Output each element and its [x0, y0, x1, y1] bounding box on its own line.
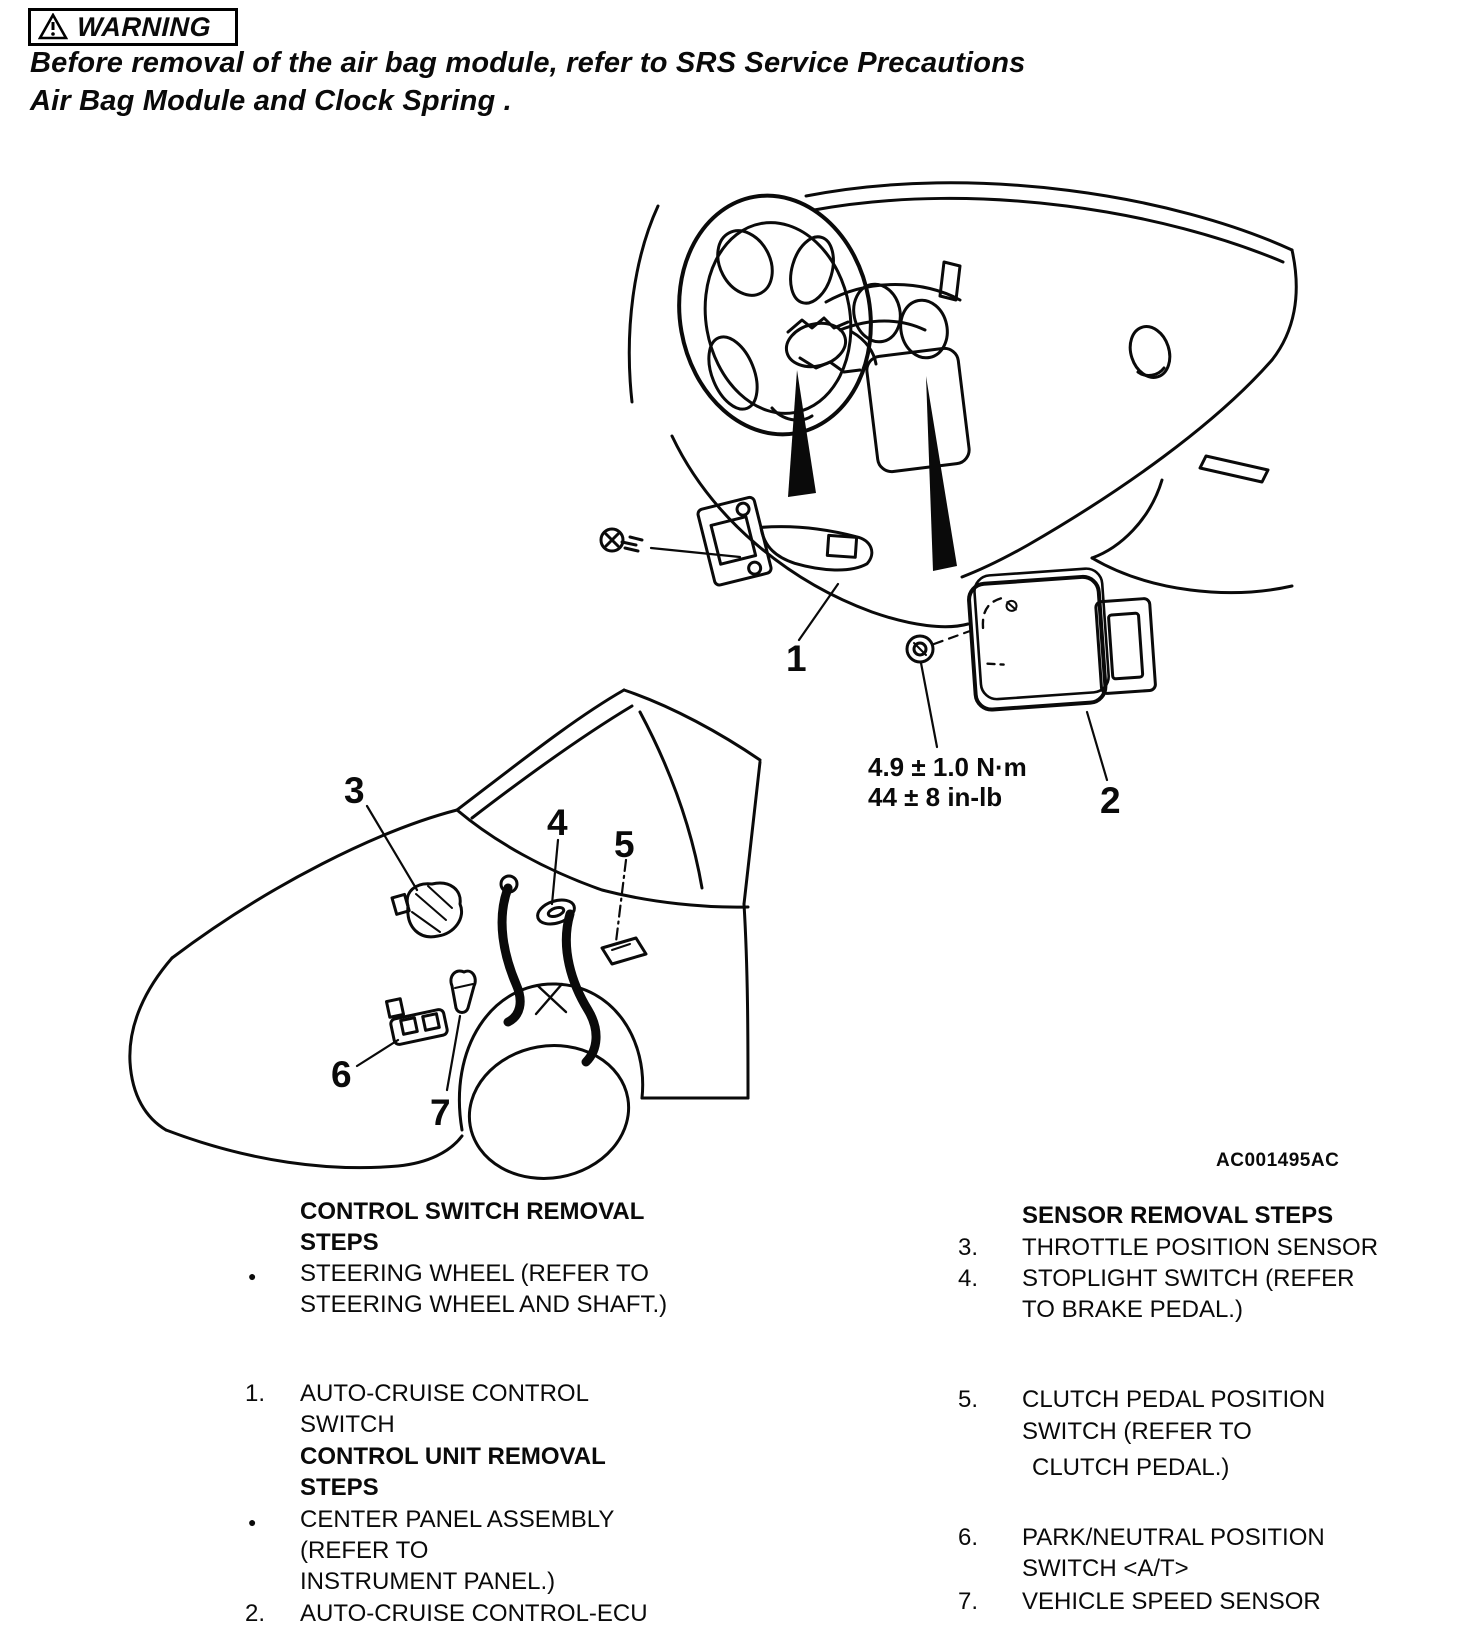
list-heading: STEPS [300, 1474, 379, 1501]
list-item: SWITCH [300, 1411, 395, 1438]
callout-2-leader [1087, 712, 1107, 780]
list-item: 7. VEHICLE SPEED SENSOR [958, 1588, 1321, 1615]
park-neutral-switch-drawing [386, 999, 448, 1046]
dashboard-drawing [601, 180, 1296, 780]
list-item: ● CENTER PANEL ASSEMBLY [248, 1506, 615, 1533]
callout-6-leader [357, 1040, 398, 1066]
list-item: SWITCH <A/T> [1022, 1555, 1189, 1582]
torque-spec [868, 752, 1027, 812]
list-item: SWITCH (REFER TO [1022, 1418, 1252, 1445]
intro-line-1: Before removal of the air bag module, refer to SRS Service Precautions [30, 47, 1026, 79]
torque-leader-line [921, 663, 937, 747]
callout-1-leader [799, 584, 838, 640]
callout-7-leader [447, 1016, 460, 1090]
list-heading: SENSOR REMOVAL STEPS [1022, 1202, 1334, 1229]
ecu-drawing [967, 564, 1156, 710]
list-heading: CONTROL UNIT REMOVAL [300, 1443, 606, 1470]
intro-line-2: Air Bag Module and Clock Spring . [30, 85, 512, 117]
callout-3-leader [367, 806, 417, 890]
list-item: INSTRUMENT PANEL.) [300, 1568, 556, 1595]
list-item: 2. AUTO-CRUISE CONTROL-ECU [245, 1600, 648, 1627]
throttle-position-sensor-drawing [392, 883, 462, 937]
list-item: CLUTCH PEDAL.) [1032, 1454, 1230, 1481]
list-item: 1. AUTO-CRUISE CONTROL [245, 1380, 589, 1407]
clutch-switch-drawing [602, 938, 646, 964]
callout-4: 4 [547, 802, 568, 843]
list-item: 5. CLUTCH PEDAL POSITION [958, 1386, 1326, 1413]
list-item: TO BRAKE PEDAL.) [1022, 1296, 1243, 1323]
list-item: (REFER TO [300, 1537, 429, 1564]
exploded-view-figure [0, 150, 1472, 1180]
warning-label: WARNING [76, 11, 212, 42]
vehicle-speed-sensor-drawing [451, 971, 475, 1013]
callout-3: 3 [344, 770, 365, 811]
nut-leader-line [934, 631, 970, 644]
callout-5-leader [616, 860, 626, 942]
cruise-switch-drawing [697, 472, 875, 602]
callout-1: 1 [786, 638, 807, 679]
callout-7: 7 [430, 1092, 451, 1133]
figure-code: AC001495AC [1216, 1150, 1340, 1171]
nut-drawing [907, 636, 933, 662]
warning-box [28, 8, 238, 46]
torque-inlb: 44 ± 8 in-lb [868, 782, 1003, 812]
intro-text [30, 44, 1150, 120]
torque-nm: 4.9 ± 1.0 N·m [868, 752, 1027, 782]
list-item: ● STEERING WHEEL (REFER TO [248, 1260, 649, 1287]
list-item: 4. STOPLIGHT SWITCH (REFER [958, 1265, 1355, 1292]
list-item: 3. THROTTLE POSITION SENSOR [958, 1234, 1379, 1261]
callout-5: 5 [614, 824, 635, 865]
callout-6: 6 [331, 1054, 352, 1095]
list-heading: CONTROL SWITCH REMOVAL [300, 1198, 645, 1225]
list-item: STEERING WHEEL AND SHAFT.) [300, 1291, 668, 1318]
list-heading: STEPS [300, 1229, 379, 1256]
callout-2: 2 [1100, 780, 1121, 821]
list-item: 6. PARK/NEUTRAL POSITION [958, 1524, 1325, 1551]
warning-triangle-icon [38, 13, 68, 41]
